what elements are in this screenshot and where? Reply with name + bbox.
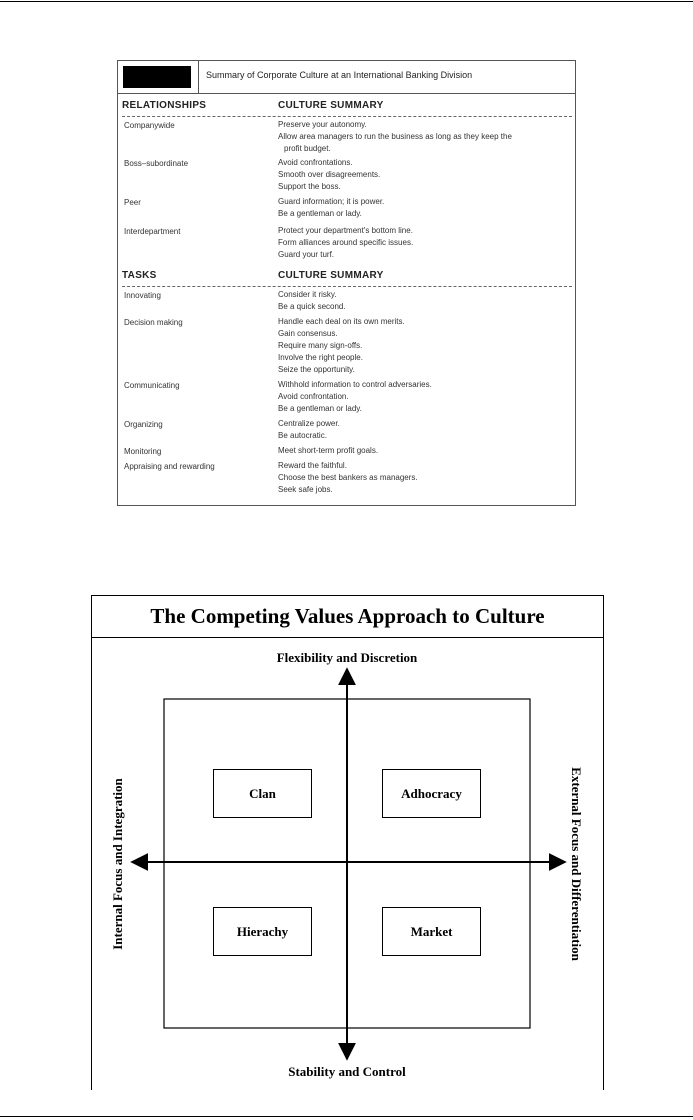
table-header-bar xyxy=(118,61,575,94)
summary-line: Avoid confrontations. xyxy=(278,158,353,167)
quadrant-hierarchy: Hierachy xyxy=(213,907,312,956)
bottom-rule xyxy=(0,1116,693,1117)
summary-line: Guard your turf. xyxy=(278,250,335,259)
row-summary xyxy=(278,289,573,313)
summary-line: Seize the opportunity. xyxy=(278,365,355,374)
summary-line: Involve the right people. xyxy=(278,353,363,362)
summary-line: Allow area managers to run the business as long as they keep the xyxy=(278,132,512,141)
culture-summary-table xyxy=(117,60,576,506)
row-label: Companywide xyxy=(124,121,175,130)
relationships-summary-header: CULTURE SUMMARY xyxy=(278,100,384,111)
axes-graphic xyxy=(92,596,603,1091)
table-title: Summary of Corporate Culture at an International Banking Division xyxy=(206,70,473,80)
quadrant-clan: Clan xyxy=(213,769,312,818)
summary-line: Gain consensus. xyxy=(278,329,338,338)
summary-line: Withhold information to control adversaries. xyxy=(278,380,432,389)
summary-line: Centralize power. xyxy=(278,419,340,428)
row-summary xyxy=(278,460,573,496)
row-label: Appraising and rewarding xyxy=(124,462,215,471)
summary-line: Be a gentleman or lady. xyxy=(278,209,362,218)
row-summary xyxy=(278,225,573,261)
row-label: Interdepartment xyxy=(124,227,181,236)
diagram-title: The Competing Values Approach to Culture xyxy=(150,604,545,628)
tasks-divider xyxy=(122,286,572,287)
row-label: Boss–subordinate xyxy=(124,159,189,168)
row-summary xyxy=(278,379,573,415)
summary-line: Guard information; it is power. xyxy=(278,197,385,206)
row-label: Communicating xyxy=(124,381,180,390)
row-label: Innovating xyxy=(124,291,161,300)
row-label: Peer xyxy=(124,198,141,207)
axis-left-label: Internal Focus and Integration xyxy=(110,778,125,950)
row-summary xyxy=(278,119,573,155)
row-label: Monitoring xyxy=(124,447,162,456)
row-summary xyxy=(278,157,573,193)
competing-values-diagram xyxy=(91,595,604,1090)
axis-top-label: Flexibility and Discretion xyxy=(276,650,418,665)
summary-line: Require many sign-offs. xyxy=(278,341,363,350)
summary-line: Be a quick second. xyxy=(278,302,346,311)
summary-line: Choose the best bankers as managers. xyxy=(278,473,418,482)
relationships-divider xyxy=(122,116,572,117)
header-divider xyxy=(198,61,199,93)
summary-line: Meet short-term profit goals. xyxy=(278,446,379,455)
summary-line: Protect your department's bottom line. xyxy=(278,226,413,235)
quadrant-adhocracy: Adhocracy xyxy=(382,769,481,818)
axis-right-label: External Focus and Differentiation xyxy=(569,767,584,961)
top-rule xyxy=(0,1,693,2)
axis-bottom-label: Stability and Control xyxy=(288,1064,406,1079)
summary-line: Handle each deal on its own merits. xyxy=(278,317,405,326)
relationships-header: RELATIONSHIPS xyxy=(122,100,207,111)
summary-line: profit budget. xyxy=(284,144,331,153)
exhibit-tab xyxy=(123,66,191,88)
tasks-summary-header: CULTURE SUMMARY xyxy=(278,270,384,281)
summary-line: Form alliances around specific issues. xyxy=(278,238,414,247)
summary-line: Preserve your autonomy. xyxy=(278,120,367,129)
quadrant-market: Market xyxy=(382,907,481,956)
row-label: Decision making xyxy=(124,318,183,327)
summary-line: Smooth over disagreements. xyxy=(278,170,381,179)
summary-line: Support the boss. xyxy=(278,182,341,191)
row-label: Organizing xyxy=(124,420,163,429)
summary-line: Avoid confrontation. xyxy=(278,392,349,401)
summary-line: Be autocratic. xyxy=(278,431,327,440)
summary-line: Consider it risky. xyxy=(278,290,337,299)
summary-line: Seek safe jobs. xyxy=(278,485,333,494)
row-summary xyxy=(278,196,573,220)
row-summary xyxy=(278,316,573,376)
row-summary xyxy=(278,445,573,457)
row-summary xyxy=(278,418,573,442)
summary-line: Be a gentleman or lady. xyxy=(278,404,362,413)
summary-line: Reward the faithful. xyxy=(278,461,347,470)
tasks-header: TASKS xyxy=(122,270,157,281)
